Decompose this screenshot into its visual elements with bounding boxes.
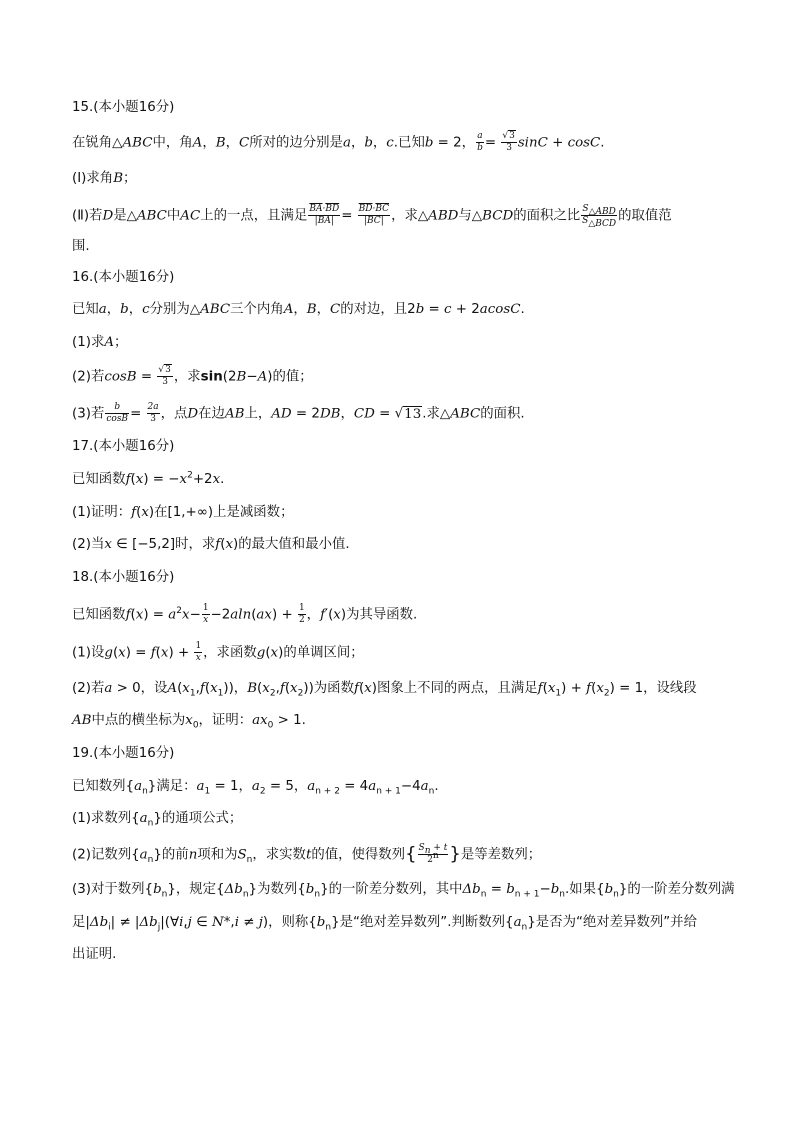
problem-16-line-1: 已知a，b，c分别为△ABC三个内角A，B，C的对边，且2b = c + 2acosC. <box>72 302 525 318</box>
problem-19-part-1: (1)求数列$\{a_n\}$的通项公式； <box>72 811 243 829</box>
problem-18-part-2: (2)若a > 0，设$A(x_1,f(x_1))$，$B(x_2,f(x_2))$为函数f(x)图象上不同的两点，且满足$f(x_1) + f(x_2) = 1$，设线段 <box>72 680 697 699</box>
problem-17-line-1: 已知函数$f(x) = -x^2+2x$. <box>72 470 225 487</box>
problem-19-part-3-line-1: (3)对于数列$\{b_n\}$，规定$\{\Delta b_n\}$为数列$\{b_n\}$的一阶差分数列，其中$\Delta b_n = b_{n + 1}-b_n$.如果$\{b_n\}$的一阶差分数列满 <box>72 882 735 900</box>
problem-18-line-1: 已知函数$f(x) = a^2x-$ $\frac{1}{x}$ −2aln(ax) + $\frac{1}{2}$ ，f′(x)为其导函数. <box>72 602 418 625</box>
fraction-bd-bc: $\frac{\overline{BD}\cdot\overline{BC}}{|\overline{BC}|}$ <box>358 203 390 226</box>
fraction-2a-over-3: $\frac{2a}{3}$ <box>147 402 159 425</box>
problem-15-line-end: 围. <box>72 238 90 254</box>
problem-15-part-2: (Ⅱ)若D是△ABC中AC上的一点，且满足 $\frac{\overline{BA}\cdot\overline{BD}}{|\overline{BA}|}$ = $\frac{\overline{BD}\cdot\overline{BC}}{|\overline{BC}|}$ ，求△ABD与△BCD的面积之比 $\frac{S_{\triangle ABD}}{S_{\triangle BCD}}$ 的取值范 <box>72 203 672 229</box>
problem-17-header: 17.(本小题16分) <box>72 439 175 455</box>
fraction-root3-over-3-b: $\frac{√3}{3}$ <box>158 365 171 388</box>
problem-19-header: 19.(本小题16分) <box>72 745 175 761</box>
fraction-root3-over-3: $\frac{√3}{3}$ <box>502 130 515 153</box>
fraction-area-ratio: $\frac{S_{\triangle ABD}}{S_{\triangle BCD}}$ <box>582 203 617 229</box>
problem-15-part-1: (Ⅰ)求角B； <box>72 170 137 186</box>
problem-18-part-1: (1)设g(x) = f(x) + $\frac{1}{x}$ ，求函数g(x)的单调区间； <box>72 640 364 663</box>
problem-16-part-1: (1)求A； <box>72 334 128 350</box>
fraction-sn-plus-t-over-2n: $\frac{S_n + t}{2^n}$ <box>418 843 448 866</box>
problem-18-header: 18.(本小题16分) <box>72 569 175 585</box>
fraction-1-over-2: $\frac{1}{2}$ <box>298 602 305 625</box>
problem-16-header: 16.(本小题16分) <box>72 269 175 285</box>
problem-15-header: 15.(本小题16分) <box>72 100 175 115</box>
fraction-1-over-x: $\frac{1}{x}$ <box>202 602 209 625</box>
problem-15-line-1: 在锐角△ABC中，角A，B，C所对的边分别是a，b，c.已知b = 2， $\frac{a}{b}$ = $\frac{√3}{3}$ sinC + cosC. <box>72 130 605 153</box>
problem-18-line-end: AB中点的横坐标为$x_0$，证明：$ax_0 > 1$. <box>72 713 306 732</box>
fraction-a-over-b: $\frac{a}{b}$ <box>477 130 483 153</box>
problem-19-part-2: (2)记数列$\{a_n\}$的前n项和为$S_n$，求实数t的值，使得数列{ $\frac{S_n + t}{2^n}$ }是等差数列； <box>72 843 542 866</box>
problem-17-part-1: (1)证明：f(x)在[1,+∞)上是减函数； <box>72 504 294 520</box>
problem-19-part-3-line-2: 足$|\Delta b_i|$ ≠ $|\Delta b_j|(\forall i,j$ ∈ N*,i ≠ j)，则称$\{b_n\}$是“绝对差异数列”.判断数列$\{a_n\}$是否为“绝对差异数列”并给 <box>72 914 697 933</box>
exam-page <box>72 98 735 978</box>
problem-16-part-2: (2)若cosB = $\frac{√3}{3}$ ，求sin(2B−A)的值； <box>72 365 313 388</box>
problem-19-line-end: 出证明. <box>72 947 117 963</box>
fraction-b-over-cosb: $\frac{b}{\cos B}$ <box>106 402 129 425</box>
problem-16-part-3: (3)若 $\frac{b}{\cos B}$ = $\frac{2a}{3}$ ，点D在边AB上，AD = 2DB，CD = √13.求△ABC的面积. <box>72 402 525 425</box>
fraction-ba-bd: $\frac{\overline{BA}\cdot\overline{BD}}{|\overline{BA}|}$ <box>309 203 340 226</box>
fraction-1-over-x-b: $\frac{1}{x}$ <box>195 640 202 663</box>
problem-17-part-2: (2)当x ∈ [−5,2]时，求f(x)的最大值和最小值. <box>72 537 350 553</box>
problem-19-line-1: 已知数列$\{a_n\}$满足：$a_1 = 1$，$a_2 = 5$，$a_{n + 2} = 4a_{n + 1}-4a_n$. <box>72 778 439 797</box>
